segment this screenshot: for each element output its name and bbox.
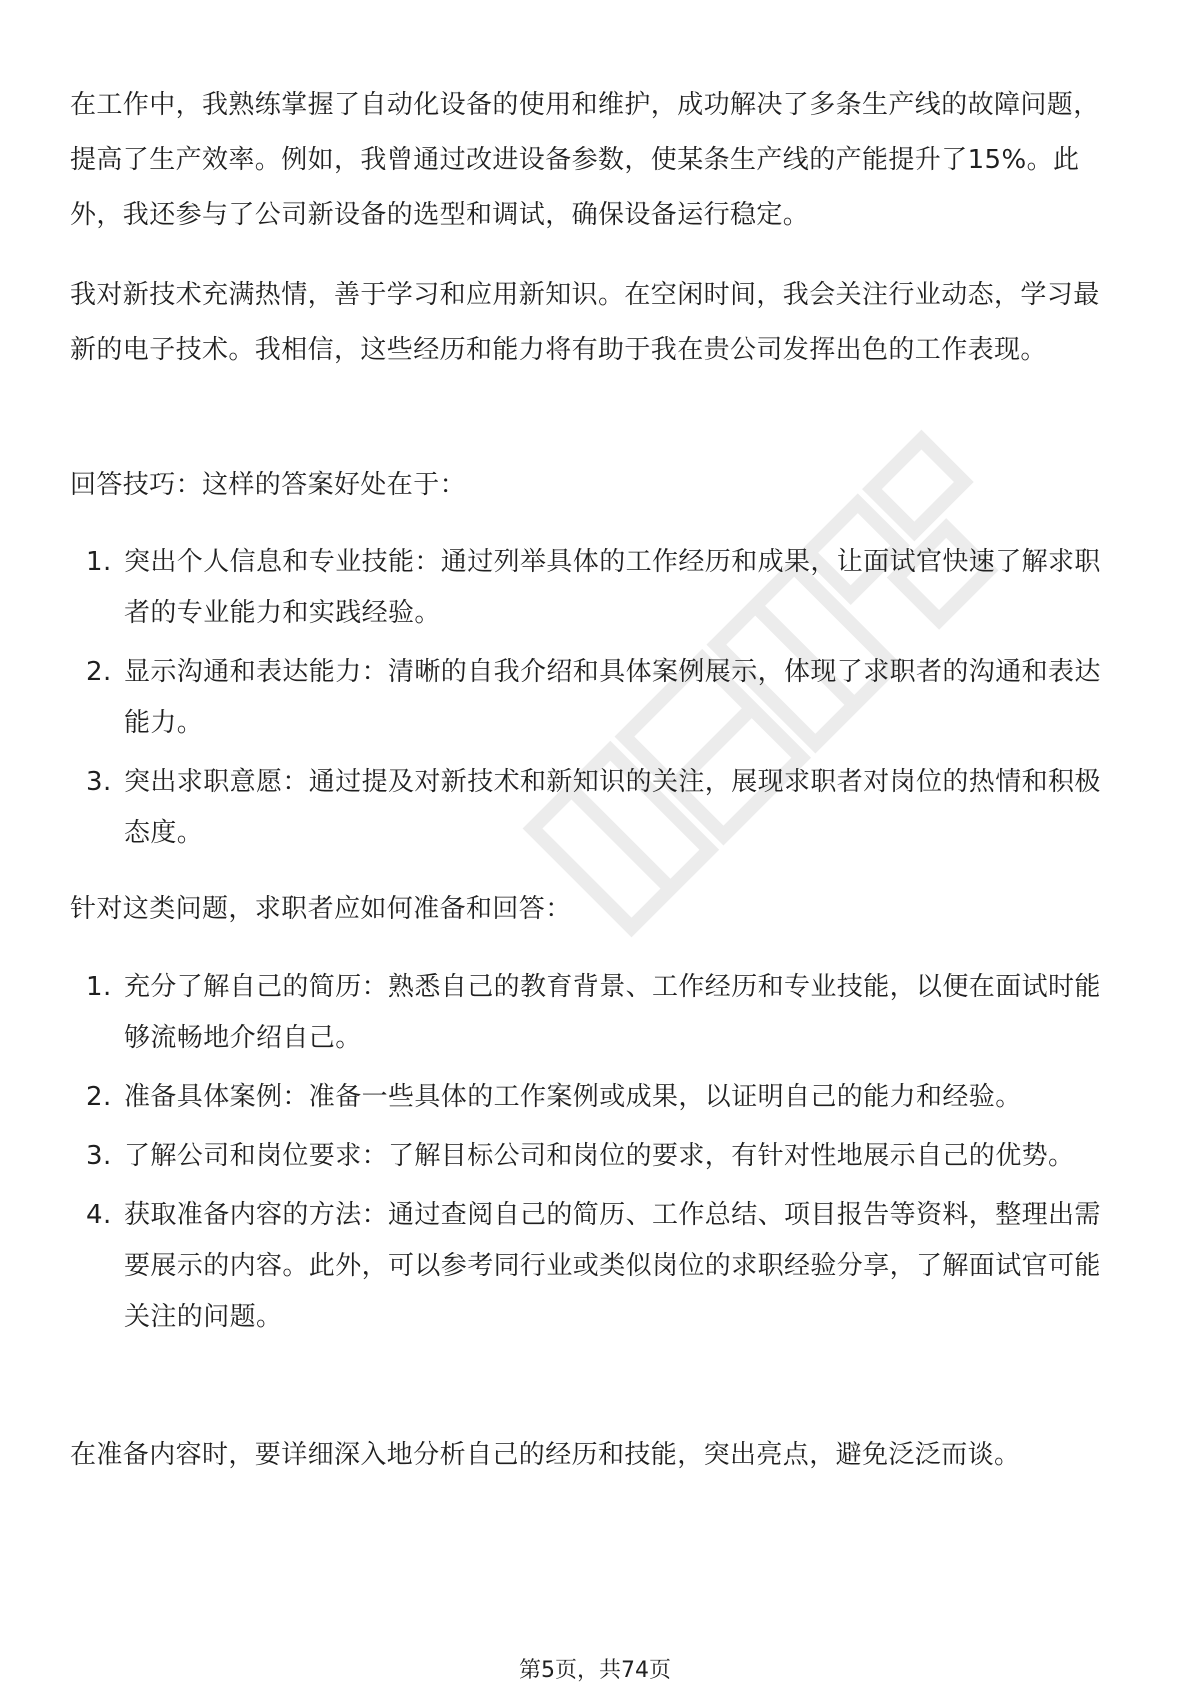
list-item: [70, 537, 1120, 639]
list-number: 3.: [86, 767, 112, 797]
list-number: 3.: [86, 1141, 112, 1171]
list-text: 充分了解自己的简历：熟悉自己的教育背景、工作经历和专业技能，以便在面试时能够流畅地介绍自己。: [124, 972, 1101, 1053]
prep-heading: 针对这类问题，求职者应如何准备和回答：: [70, 894, 572, 924]
list-item: [70, 757, 1120, 859]
list-number: 4.: [86, 1200, 112, 1230]
list-text: 突出求职意愿：通过提及对新技术和新知识的关注，展现求职者对岗位的热情和积极态度。: [124, 767, 1101, 848]
list-item: [70, 1072, 1120, 1123]
list-item: [70, 1131, 1120, 1182]
list-item: [70, 1190, 1120, 1343]
list-item: [70, 647, 1120, 749]
list-text: 获取准备内容的方法：通过查阅自己的简历、工作总结、项目报告等资料，整理出需要展示的内容。此外，可以参考同行业或类似岗位的求职经验分享，了解面试官可能关注的问题。: [124, 1200, 1101, 1332]
list-number: 2.: [86, 657, 112, 687]
closing-paragraph: 在准备内容时，要详细深入地分析自己的经历和技能，突出亮点，避免泛泛而谈。: [70, 1440, 1021, 1470]
tips-heading: 回答技巧：这样的答案好处在于：: [70, 470, 467, 500]
list-number: 2.: [86, 1082, 112, 1112]
list-item: [70, 962, 1120, 1064]
paragraph-work-experience: 在工作中，我熟练掌握了自动化设备的使用和维护，成功解决了多条生产线的故障问题，提高了生产效率。例如，我曾通过改进设备参数，使某条生产线的产能提升了15%。此外，我还参与了公司新设备的选型和调试，确保设备运行稳定。: [70, 90, 1100, 230]
list-number: 1.: [86, 972, 112, 1002]
tips-list: [70, 537, 1120, 867]
list-text: 突出个人信息和专业技能：通过列举具体的工作经历和成果，让面试官快速了解求职者的专业能力和实践经验。: [124, 547, 1101, 628]
prep-list: [70, 962, 1120, 1351]
list-text: 显示沟通和表达能力：清晰的自我介绍和具体案例展示，体现了求职者的沟通和表达能力。: [124, 657, 1101, 738]
list-text: 了解公司和岗位要求：了解目标公司和岗位的要求，有针对性地展示自己的优势。: [124, 1141, 1075, 1171]
paragraph-learning-attitude: 我对新技术充满热情，善于学习和应用新知识。在空闲时间，我会关注行业动态，学习最新的电子技术。我相信，这些经历和能力将有助于我在贵公司发挥出色的工作表现。: [70, 280, 1100, 365]
list-number: 1.: [86, 547, 112, 577]
list-text: 准备具体案例：准备一些具体的工作案例或成果，以证明自己的能力和经验。: [124, 1082, 1022, 1112]
page-number: 第5页，共74页: [519, 1658, 671, 1683]
